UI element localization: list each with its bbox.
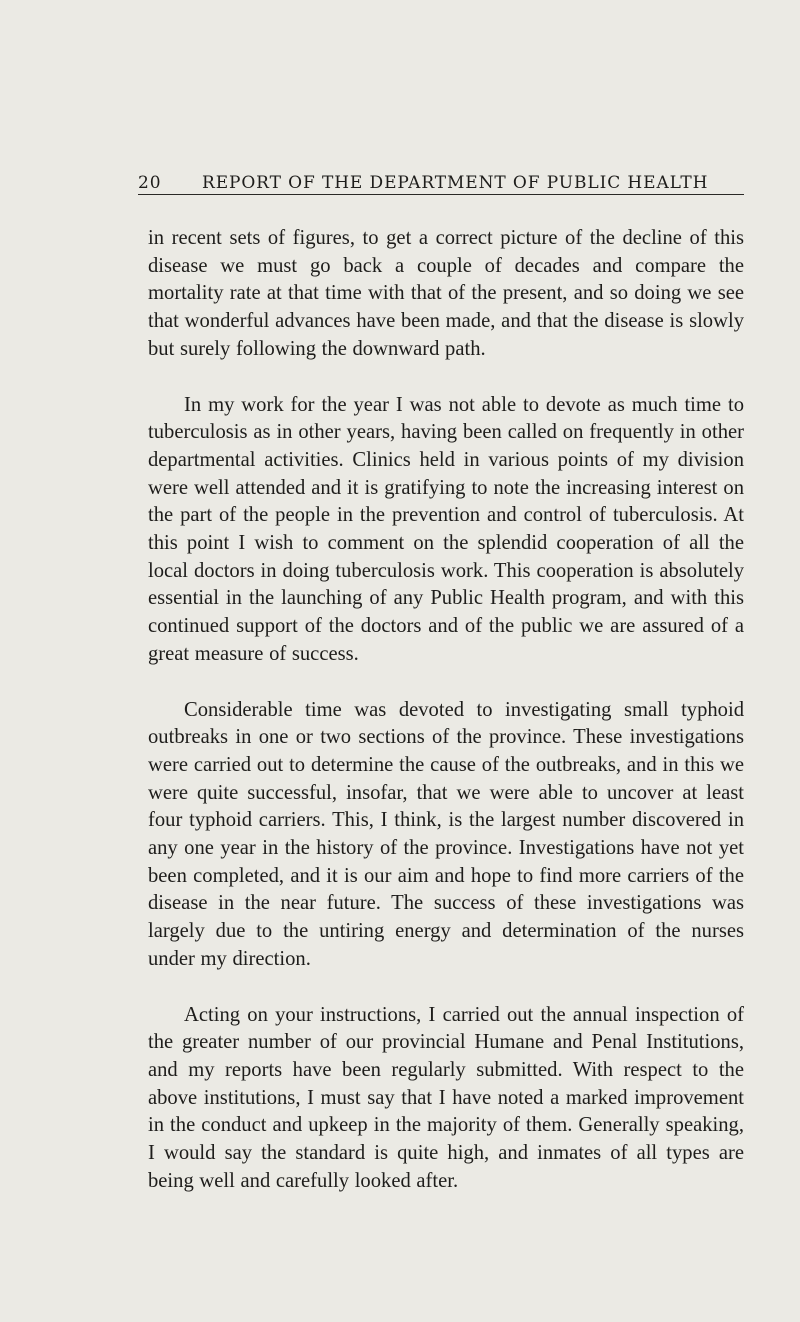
paragraph-typhoid-outbreaks: Considerable time was devoted to investigating small typhoid outbreaks in one or two sections of the province. These investigations were carried out to determine the cause of the outbreaks, and in this we were quite successful, insofar, that we were able to uncover at least four typhoid carriers. This, I think, is the largest number discovered in any one year in the history of the province. Investigations have not yet been completed, and it is our aim and hope to find more carriers of the disease in the near future. The success of these investigations was largely due to the untiring energy and determination of the nurses under my direction.	[148, 698, 744, 970]
page-number: 20	[138, 173, 162, 193]
paragraph-continuation: in recent sets of figures, to get a correct picture of the decline of this disease we must go back a couple of decades and compare the mortality rate at that time with that of the present, and so doing we see that wonderful advances have been made, and that the disease is slowly but surely following the downward path.	[148, 227, 744, 360]
running-header	[138, 172, 744, 195]
running-title: REPORT OF THE DEPARTMENT OF PUBLIC HEALTH	[202, 173, 709, 193]
body-text	[148, 225, 744, 1224]
paragraph-institution-inspection: Acting on your instructions, I carried out the annual inspection of the greater number of our provincial Humane and Penal Institutions, and my reports have been regularly submitted. With respect to the above institutions, I must say that I have noted a marked improvement in the conduct and upkeep in the majority of them. Generally speaking, I would say the standard is quite high, and inmates of all types are being well and carefully looked after.	[148, 1003, 744, 1192]
paragraph-tuberculosis-work: In my work for the year I was not able to devote as much time to tuberculosis as in other years, having been called on frequently in other departmental activities. Clinics held in various points of my division were well attended and it is gratifying to note the increasing interest on the part of the people in the prevention and control of tuberculosis. At this point I wish to comment on the splendid cooperation of all the local doctors in doing tuberculosis work. This cooperation is absolutely essential in the launching of any Public Health program, and with this continued support of the doctors and of the public we are assured of a great measure of success.	[148, 393, 744, 665]
